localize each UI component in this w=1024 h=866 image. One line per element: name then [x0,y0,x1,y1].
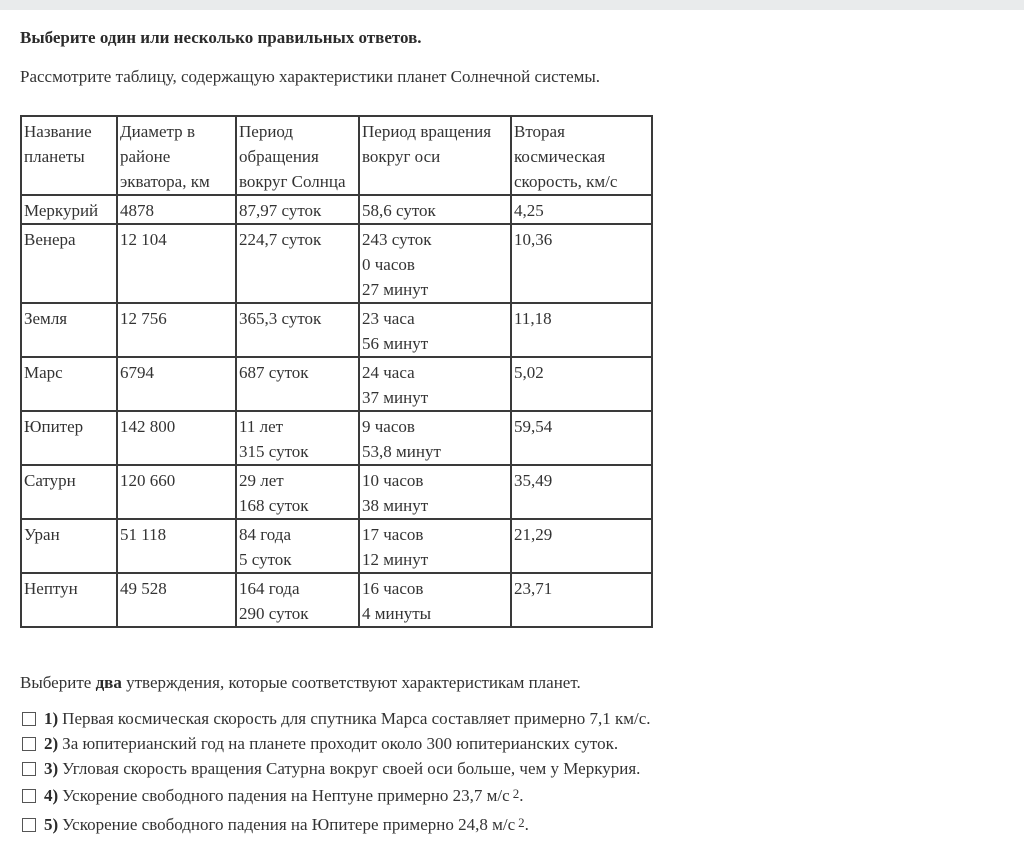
option-tail: . [524,814,529,834]
cell-line: 11,18 [514,309,552,328]
cell-rotation-period [359,303,511,357]
table-row [21,224,652,303]
option-tail: . [519,785,524,805]
cell-line: 23 часа [362,309,415,328]
cell-line: 10,36 [514,230,553,249]
question-before: Выберите [20,673,96,692]
header-line: планеты [24,147,85,166]
header-line [120,119,233,144]
top-bar [0,0,1024,10]
table-row [21,303,652,357]
cell-line: 49 528 [120,579,167,598]
table-row [21,465,652,519]
cell-line: Уран [24,525,60,544]
cell-diameter [117,224,236,303]
answer-option-4[interactable] [22,781,651,810]
table-row [21,573,652,627]
cell-planet-name [21,519,117,573]
planets-table [20,115,653,628]
cell-planet-name [21,224,117,303]
cell-line: 365,3 суток [239,309,322,328]
option-text: Первая космическая скорость для спутника Марса составляет примерно 7,1 км/с. [62,708,651,728]
cell-line: 16 часов [362,579,424,598]
table-row [21,357,652,411]
cell-line: 53,8 минут [362,442,441,461]
cell-orbital-period [236,357,359,411]
cell-escape-velocity [511,519,652,573]
cell-line: Земля [24,309,68,328]
cell-line: 17 часов [362,525,424,544]
answer-options [22,706,651,839]
answer-option-5[interactable] [22,810,651,839]
cell-line: Сатурн [24,471,76,490]
cell-line: 142 800 [120,417,176,436]
option-number: 2) [44,733,59,753]
question-text [20,673,581,693]
cell-line: Меркурий [24,201,99,220]
cell-line: 11 лет [239,417,284,436]
answer-checkbox-3[interactable] [22,762,36,776]
cell-line: 59,54 [514,417,553,436]
cell-line: 5,02 [514,363,544,382]
cell-orbital-period [236,465,359,519]
cell-line: Нептун [24,579,78,598]
option-superscript: 2 [518,814,525,830]
cell-line: 5 суток [239,550,292,569]
cell-line: 84 года [239,525,292,544]
cell-line: 12 минут [362,550,429,569]
option-superscript: 2 [512,785,520,801]
cell-diameter [117,195,236,224]
cell-rotation-period [359,224,511,303]
cell-rotation-period [359,573,511,627]
cell-line: 12 756 [120,309,167,328]
cell-line: 4,25 [514,201,544,220]
cell-line: 290 суток [239,604,309,623]
cell-line: 23,71 [514,579,553,598]
header-planet-name [21,116,117,195]
header-rotation-period [359,116,511,195]
cell-planet-name [21,195,117,224]
cell-line: Венера [24,230,76,249]
table-row [21,411,652,465]
header-line: космическая [514,147,606,166]
cell-line: 0 часов [362,255,415,274]
cell-line: 27 минут [362,280,429,299]
cell-line: 35,49 [514,471,553,490]
cell-planet-name [21,357,117,411]
cell-line: Юпитер [24,417,84,436]
cell-rotation-period [359,519,511,573]
cell-escape-velocity [511,224,652,303]
intro-text: Рассмотрите таблицу, содержащую характеристики планет Солнечной системы. [20,67,601,86]
question-after: утверждения, которые соответствуют характеристикам планет. [121,673,581,692]
cell-rotation-period [359,357,511,411]
cell-escape-velocity [511,357,652,411]
answer-checkbox-1[interactable] [22,712,36,726]
header-line: обращения [239,147,319,166]
cell-line: Марс [24,363,63,382]
option-text: Ускорение свободного падения на Нептуне примерно 23,7 м/с [62,785,510,805]
cell-planet-name [21,411,117,465]
header-line: вокруг оси [362,147,441,166]
cell-line: 58,6 суток [362,201,436,220]
cell-diameter [117,465,236,519]
cell-line: 4878 [120,201,154,220]
header-line: Период [239,122,294,141]
answer-checkbox-4[interactable] [22,789,36,803]
cell-orbital-period [236,519,359,573]
cell-diameter [117,411,236,465]
option-text: Угловая скорость вращения Сатурна вокруг своей оси больше, чем у Меркурия. [62,758,641,778]
header-line: скорость, км/с [514,172,618,191]
answer-option-2[interactable] [22,731,651,756]
cell-line: 687 суток [239,363,309,382]
cell-planet-name [21,465,117,519]
option-text: За юпитерианский год на планете проходит около 300 юпитерианских суток. [62,733,619,753]
cell-diameter [117,303,236,357]
cell-line: 6794 [120,363,154,382]
cell-rotation-period [359,195,511,224]
option-number: 3) [44,758,59,778]
instruction-text: Выберите один или несколько правильных ответов. [20,28,422,47]
cell-line: 243 суток [362,230,432,249]
cell-orbital-period [236,303,359,357]
header-orbital-period [236,116,359,195]
cell-line: 120 660 [120,471,176,490]
header-line: Вторая [514,122,565,141]
cell-line: 21,29 [514,525,553,544]
answer-option-3[interactable] [22,756,651,781]
header-word: Диаметр [120,122,183,141]
cell-escape-velocity [511,411,652,465]
cell-rotation-period [359,411,511,465]
cell-escape-velocity [511,573,652,627]
cell-line: 12 104 [120,230,167,249]
cell-diameter [117,519,236,573]
question-bold: два [95,673,122,692]
cell-line: 315 суток [239,442,309,461]
cell-line: 51 118 [120,525,167,544]
option-number: 5) [44,814,59,834]
cell-escape-velocity [511,195,652,224]
cell-line: 10 часов [362,471,424,490]
answer-checkbox-5[interactable] [22,818,36,832]
cell-line: 4 минуты [362,604,432,623]
cell-planet-name [21,573,117,627]
answer-checkbox-2[interactable] [22,737,36,751]
header-diameter [117,116,236,195]
cell-line: 56 минут [362,334,429,353]
cell-escape-velocity [511,303,652,357]
answer-option-1[interactable] [22,706,651,731]
option-text: Ускорение свободного падения на Юпитере примерно 24,8 м/с [62,814,516,834]
cell-orbital-period [236,195,359,224]
table-header-row [21,116,652,195]
header-line: районе [120,147,171,166]
table-body [21,195,652,627]
cell-diameter [117,573,236,627]
table-row [21,195,652,224]
header-line: Период вращения [362,122,492,141]
option-number: 4) [44,785,59,805]
option-number: 1) [44,708,59,728]
header-escape-velocity [511,116,652,195]
cell-line: 168 суток [239,496,309,515]
cell-line: 29 лет [239,471,284,490]
cell-escape-velocity [511,465,652,519]
cell-orbital-period [236,411,359,465]
cell-planet-name [21,303,117,357]
cell-line: 24 часа [362,363,415,382]
header-line: вокруг Солнца [239,172,346,191]
cell-line: 37 минут [362,388,429,407]
header-line: экватора, км [120,172,210,191]
cell-orbital-period [236,573,359,627]
cell-line: 164 года [239,579,300,598]
header-word: в [186,122,195,141]
cell-line: 224,7 суток [239,230,322,249]
cell-line: 87,97 суток [239,201,322,220]
header-line: Название [24,122,92,141]
cell-line: 9 часов [362,417,415,436]
table-row [21,519,652,573]
cell-line: 38 минут [362,496,429,515]
cell-orbital-period [236,224,359,303]
cell-diameter [117,357,236,411]
cell-rotation-period [359,465,511,519]
